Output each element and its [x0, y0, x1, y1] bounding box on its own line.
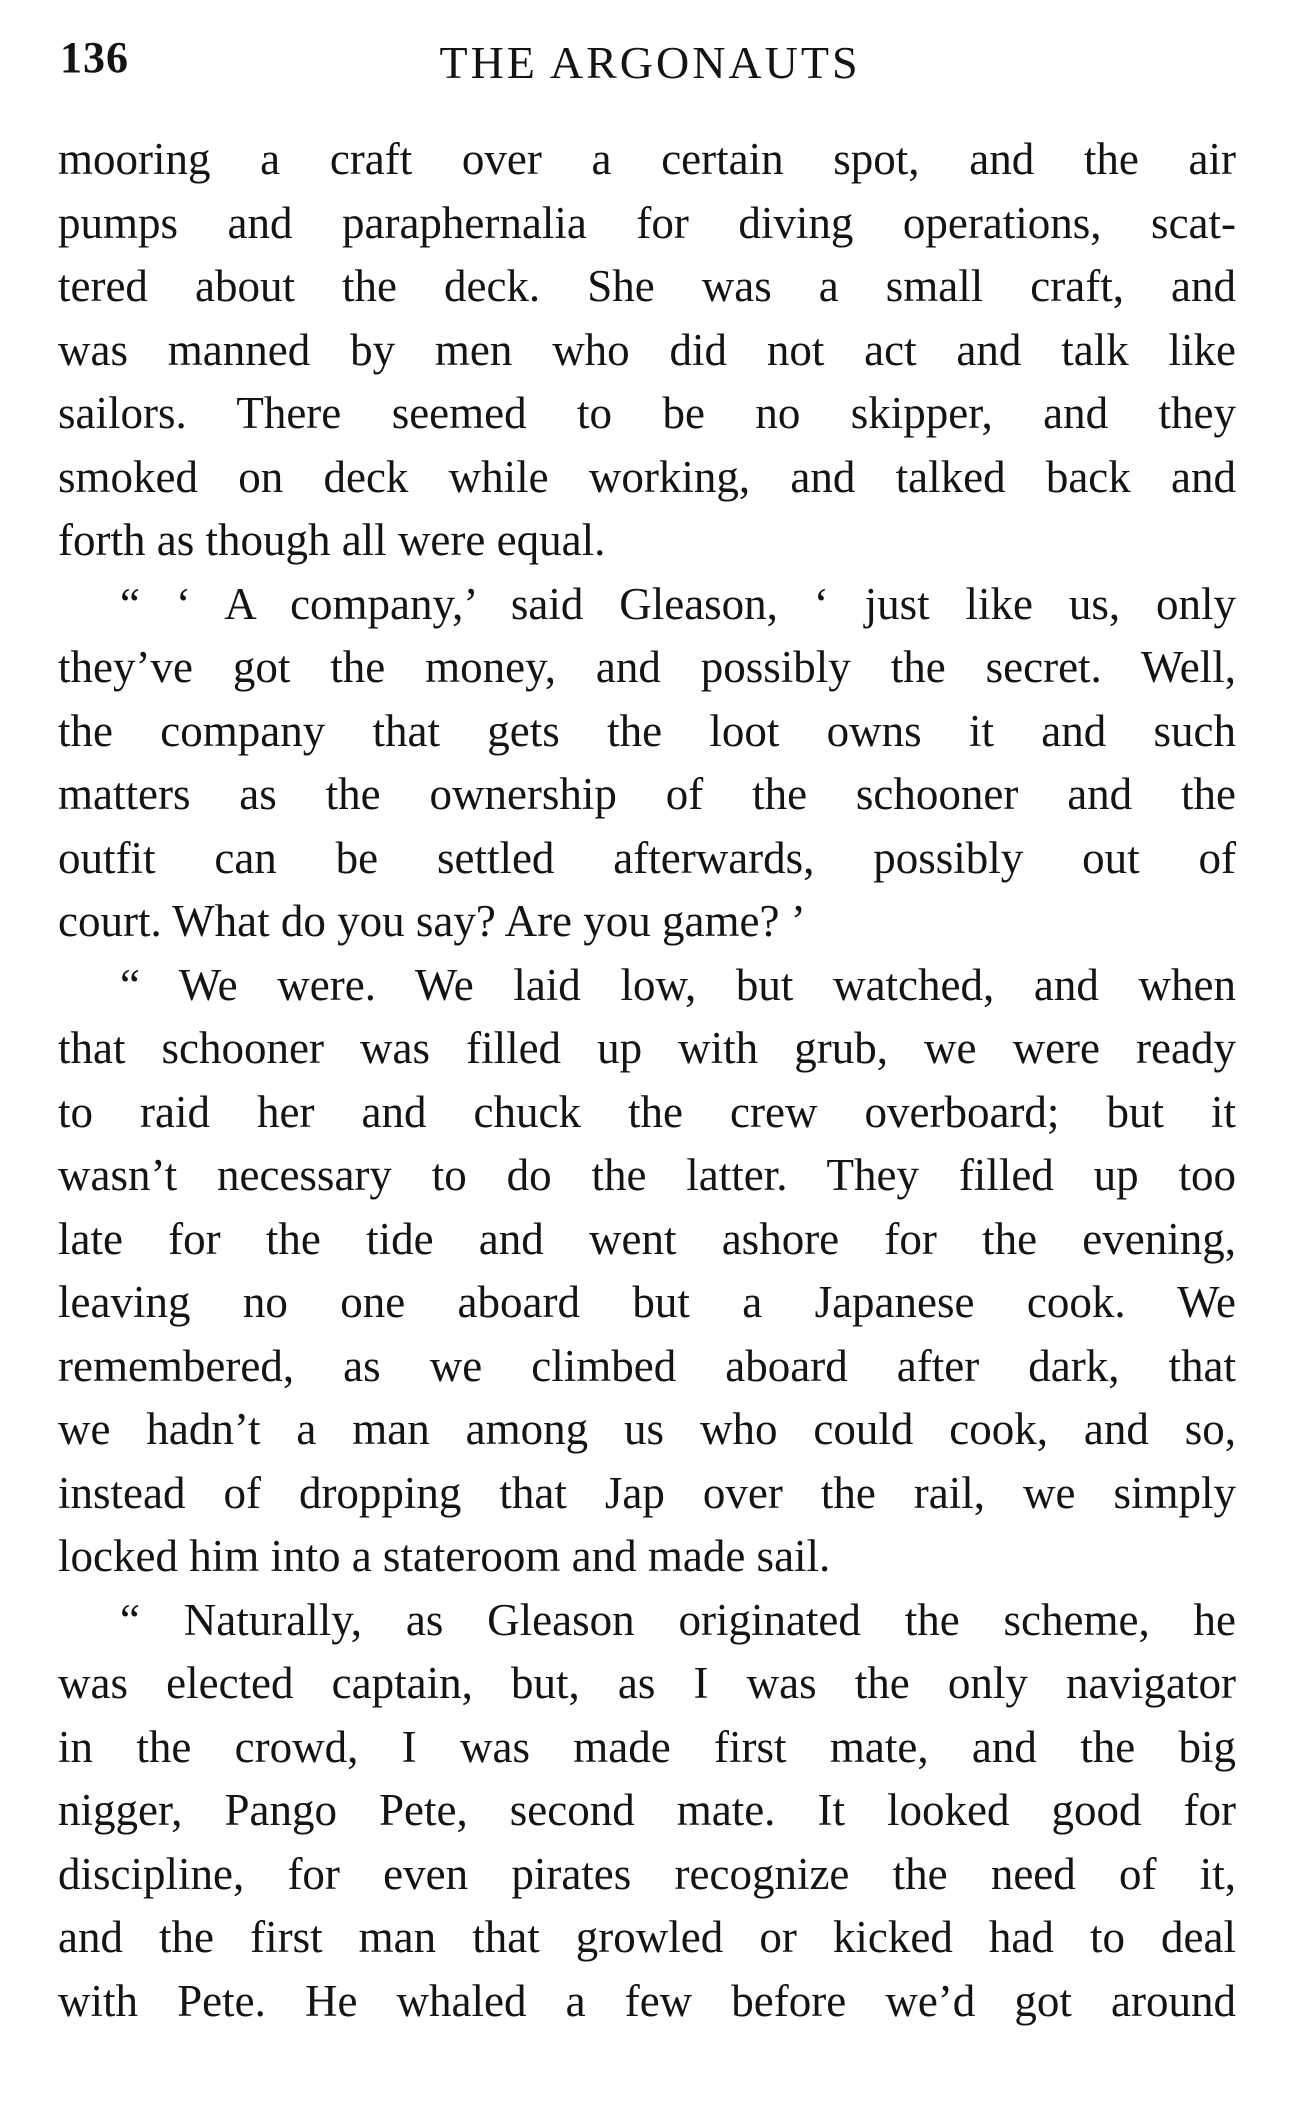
text-line: outfit can be settled afterwards, possibly out of	[58, 832, 1236, 883]
text-line: “ ‘ A company,’ said Gleason, ‘ just like us, only	[120, 578, 1236, 629]
text-line: court. What do you say? Are you game? ’	[58, 896, 806, 946]
page-number: 136	[60, 33, 129, 82]
text-line: nigger, Pango Pete, second mate. It looked good for	[58, 1785, 1236, 1835]
text-line: remembered, as we climbed aboard after dark, that	[58, 1340, 1236, 1391]
running-title: THE ARGONAUTS	[439, 37, 861, 88]
text-line: sailors. There seemed to be no skipper, and they	[58, 388, 1236, 438]
text-line: instead of dropping that Jap over the rail, we simply	[58, 1467, 1236, 1518]
text-line: tered about the deck. She was a small craft, and	[58, 261, 1236, 311]
text-line: the company that gets the loot owns it and such	[58, 705, 1236, 756]
text-line: pumps and paraphernalia for diving operations, scat-	[58, 197, 1236, 248]
text-line: smoked on deck while working, and talked back and	[58, 451, 1236, 502]
text-line: late for the tide and went ashore for the evening,	[58, 1213, 1236, 1264]
text-line: in the crowd, I was made first mate, and the big	[58, 1721, 1236, 1772]
text-line: to raid her and chuck the crew overboard; but it	[58, 1086, 1236, 1137]
body-text	[58, 128, 1236, 2033]
text-line: with Pete. He whaled a few before we’d got around	[58, 1975, 1236, 2026]
page-header	[60, 28, 1240, 98]
text-line: they’ve got the money, and possibly the secret. Well,	[58, 642, 1236, 692]
text-line: “ We were. We laid low, but watched, and when	[120, 959, 1236, 1010]
text-line: was elected captain, but, as I was the only navigator	[58, 1658, 1236, 1708]
text-line: discipline, for even pirates recognize the need of it,	[58, 1848, 1236, 1899]
text-line: mooring a craft over a certain spot, and the air	[58, 134, 1236, 184]
text-line: matters as the ownership of the schooner and the	[58, 769, 1236, 819]
text-line: wasn’t necessary to do the latter. They filled up too	[58, 1150, 1236, 1200]
text-line: and the first man that growled or kicked had to deal	[58, 1912, 1236, 1962]
text-line: was manned by men who did not act and talk like	[58, 324, 1236, 375]
text-line: leaving no one aboard but a Japanese cook. We	[58, 1277, 1236, 1327]
text-line: we hadn’t a man among us who could cook, and so,	[58, 1404, 1236, 1454]
text-line: that schooner was filled up with grub, we were ready	[58, 1023, 1236, 1073]
text-line: locked him into a stateroom and made sail.	[58, 1531, 831, 1581]
text-line: forth as though all were equal.	[58, 515, 606, 565]
text-line: “ Naturally, as Gleason originated the scheme, he	[120, 1594, 1236, 1645]
